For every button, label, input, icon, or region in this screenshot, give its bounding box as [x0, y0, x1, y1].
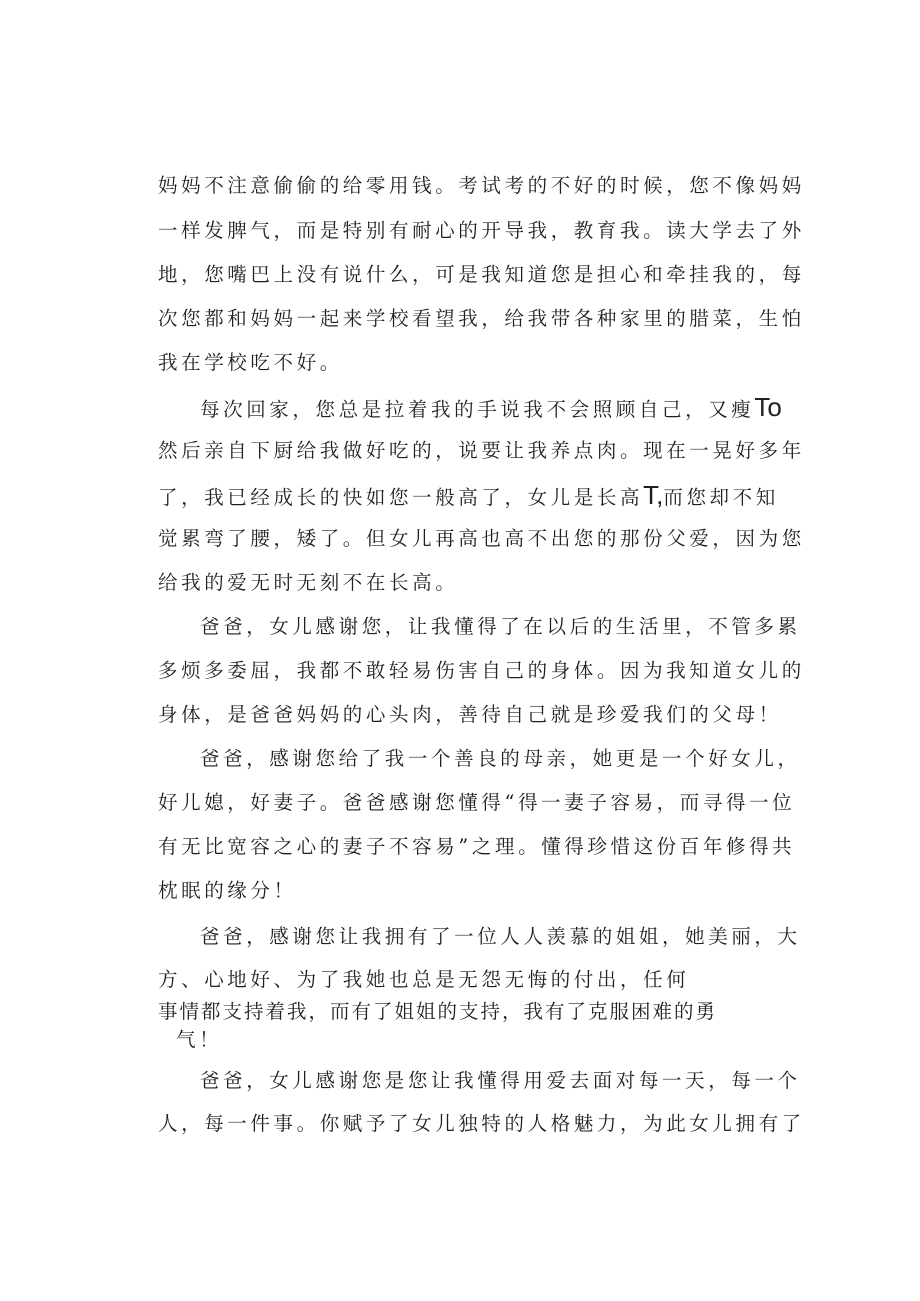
text-line: 妈妈不注意偷偷的给零用钱。考试考的不好的时候，您不像妈妈	[158, 174, 805, 197]
text-line	[200, 392, 810, 422]
text-span: 了，我已经成长的快如您一般高了，女儿是长高	[158, 486, 644, 509]
text-line: 方、心地好、为了我她也总是无怨无悔的付出，任何	[158, 968, 690, 991]
text-line: 地，您嘴巴上没有说什么，可是我知道您是担心和牵挂我的，每	[158, 263, 805, 286]
text-line: 一样发脾气，而是特别有耐心的开导我，教育我。读大学去了外	[158, 219, 805, 242]
text-line: 气！	[176, 1028, 223, 1051]
text-line: 然后亲自下厨给我做好吃的，说要让我养点肉。现在一晃好多年	[158, 439, 805, 462]
text-line: 身体，是爸爸妈妈的心头肉，善待自己就是珍爱我们的父母！	[158, 703, 782, 726]
text-line: 觉累弯了腰，矮了。但女儿再高也高不出您的那份父爱，因为您	[158, 527, 805, 550]
text-line: 爸爸，女儿感谢您是您让我懂得用爱去面对每一天，每一个	[200, 1069, 801, 1092]
text-line: 爸爸，女儿感谢您，让我懂得了在以后的生活里，不管多累	[200, 615, 801, 638]
text-span: 而您却不知	[663, 486, 779, 509]
text-line: 给我的爱无时无刻不在长高。	[158, 571, 459, 594]
text-line: 我在学校吃不好。	[158, 351, 343, 374]
text-line: 多烦多委屈，我都不敢轻易伤害自己的身体。因为我知道女儿的	[158, 659, 805, 682]
text-line: 好儿媳，好妻子。爸爸感谢您懂得“得一妻子容易，而寻得一位	[158, 791, 796, 814]
ocr-artifact: T,	[643, 480, 664, 510]
text-line: 事情都支持着我，而有了姐姐的支持，我有了克服困难的勇	[158, 1000, 718, 1023]
ocr-artifact: To	[754, 392, 782, 422]
text-line: 人，每一件事。你赋予了女儿独特的人格魅力，为此女儿拥有了	[158, 1112, 805, 1135]
text-line: 次您都和妈妈一起来学校看望我，给我带各种家里的腊菜，生怕	[158, 307, 805, 330]
text-line	[158, 480, 779, 510]
text-line: 爸爸，感谢您让我拥有了一位人人羡慕的姐姐，她美丽，大	[200, 925, 801, 948]
text-span: 每次回家，您总是拉着我的手说我不会照顾自己，又瘦	[200, 398, 755, 421]
text-line: 有无比宽容之心的妻子不容易”之理。懂得珍惜这份百年修得共	[158, 835, 796, 858]
text-line: 爸爸，感谢您给了我一个善良的母亲，她更是一个好女儿，	[200, 747, 801, 770]
text-line: 枕眠的缘分！	[158, 879, 297, 902]
